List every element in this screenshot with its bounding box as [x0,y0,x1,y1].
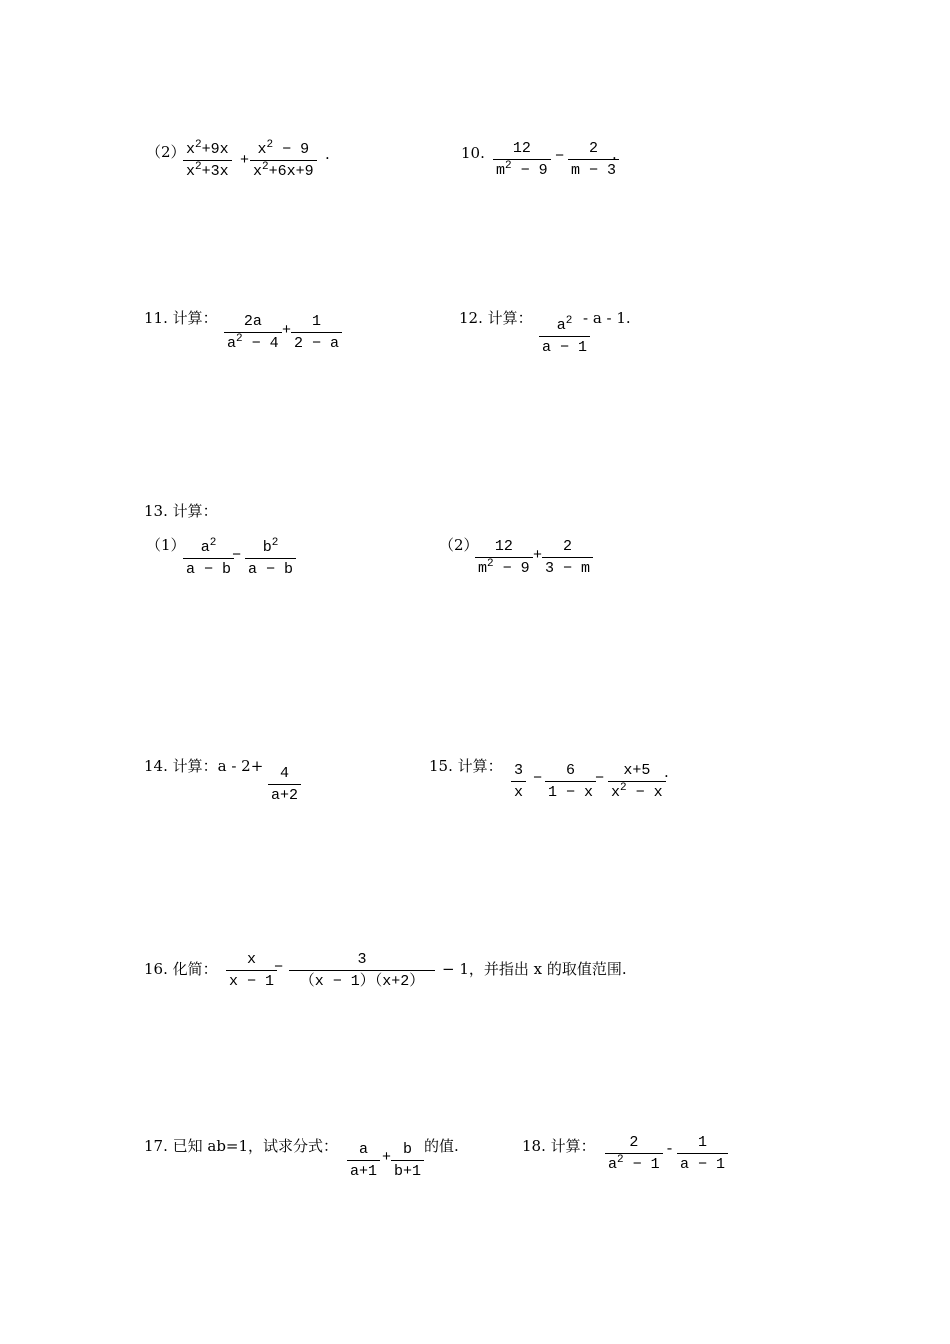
numerator: 1 [698,1134,708,1151]
problem-13-part-1-label: （1） [146,536,186,554]
denominator: （x − 1）（x+2） [299,973,425,990]
denominator: $a^2 - 1$ [608,1154,660,1173]
problem-11-label: 11. 计算： [144,309,218,327]
denominator: m − 3 [571,162,617,179]
denominator: $x^2+6x+9$ [253,161,314,180]
expression-tail: - a - 1. [583,309,631,327]
problem-18-label: 18. 计算： [522,1137,596,1155]
plus-operator: + [282,322,292,339]
numerator: x+5 [623,762,651,779]
numerator: 2a [243,313,262,330]
denominator: 3 − m [545,560,591,577]
numerator: 3 [357,951,367,968]
problem-16-fraction-1 [226,950,277,991]
expression-tail: − 1，并指出 x 的取值范围. [442,960,627,978]
problem-15-fraction-3 [608,761,666,802]
denominator: 2 − a [294,335,340,352]
denominator: b+1 [394,1163,422,1180]
denominator: $m^2 - 9$ [478,558,530,577]
denominator: a+1 [350,1163,378,1180]
problem-9-part-2-label: （2） [146,143,186,161]
denominator: a − 1 [542,339,588,356]
problem-13a-fraction-1 [183,538,234,579]
denominator: $a^2 - 4$ [227,333,279,352]
numerator: $a^2$ [200,537,217,556]
period: . [325,145,330,163]
minus-operator: − [533,770,543,787]
numerator: 3 [514,762,524,779]
numerator: 12 [494,538,513,555]
problem-15-label: 15. 计算： [429,757,503,775]
problem-13b-fraction-1 [475,537,533,578]
denominator: $x^2 - x$ [611,782,663,801]
denominator: a − b [186,561,232,578]
problem-9b-fraction-1 [183,140,232,181]
problem-16-label: 16. 化简： [144,960,218,978]
denominator: x − 1 [229,973,275,990]
plus-operator: + [240,152,250,169]
denominator: a − b [248,561,294,578]
problem-17-fraction-2 [391,1140,424,1181]
denominator: 1 − x [548,784,594,801]
problem-17-fraction-1 [347,1140,380,1181]
minus-operator: - [665,1141,675,1158]
denominator: $x^2+3x$ [186,161,229,180]
denominator: a − 1 [680,1156,726,1173]
expression-tail: 的值. [424,1137,459,1155]
problem-17-label: 17. 已知 ab=1，试求分式： [144,1137,339,1155]
denominator: x [514,784,524,801]
problem-11-fraction-2 [291,312,342,353]
numerator: $b^2$ [262,537,279,556]
problem-13b-fraction-2 [542,537,593,578]
period: . [612,145,617,163]
problem-13a-fraction-2 [245,538,296,579]
minus-operator: − [595,770,605,787]
problem-15-fraction-1 [511,761,526,802]
numerator: $a^2$ [556,315,573,334]
plus-operator: + [382,1149,392,1166]
problem-13-part-2-label: （2） [439,536,479,554]
problem-18-fraction-2 [677,1133,728,1174]
problem-14-fraction [268,764,301,805]
numerator: $x^2+9x$ [186,139,229,158]
numerator: b [403,1141,413,1158]
numerator: 4 [280,765,290,782]
minus-operator: − [232,547,242,564]
minus-operator: − [555,148,565,165]
problem-16-fraction-2 [289,950,435,991]
period: . [664,763,669,781]
problem-11-fraction-1 [224,312,282,353]
numerator: 6 [566,762,576,779]
problem-12-label: 12. 计算： [459,309,533,327]
problem-14-label: 14. 计算：a - 2+ [144,757,264,775]
numerator: $x^2 - 9$ [257,139,310,158]
problem-10-fraction-1 [493,139,551,180]
problem-9b-fraction-2 [250,140,317,181]
numerator: x [247,951,257,968]
numerator: 1 [312,313,322,330]
numerator: 2 [563,538,573,555]
problem-18-fraction-1 [605,1133,663,1174]
numerator: 12 [512,140,531,157]
problem-13-label: 13. 计算： [144,502,218,520]
denominator: a+2 [271,787,299,804]
numerator: 2 [629,1134,639,1151]
numerator: 2 [589,140,599,157]
denominator: $m^2 - 9$ [496,160,548,179]
numerator: a [359,1141,369,1158]
problem-10-label: 10. [461,144,485,162]
problem-15-fraction-2 [545,761,596,802]
minus-operator: − [274,959,284,976]
plus-operator: + [533,547,543,564]
